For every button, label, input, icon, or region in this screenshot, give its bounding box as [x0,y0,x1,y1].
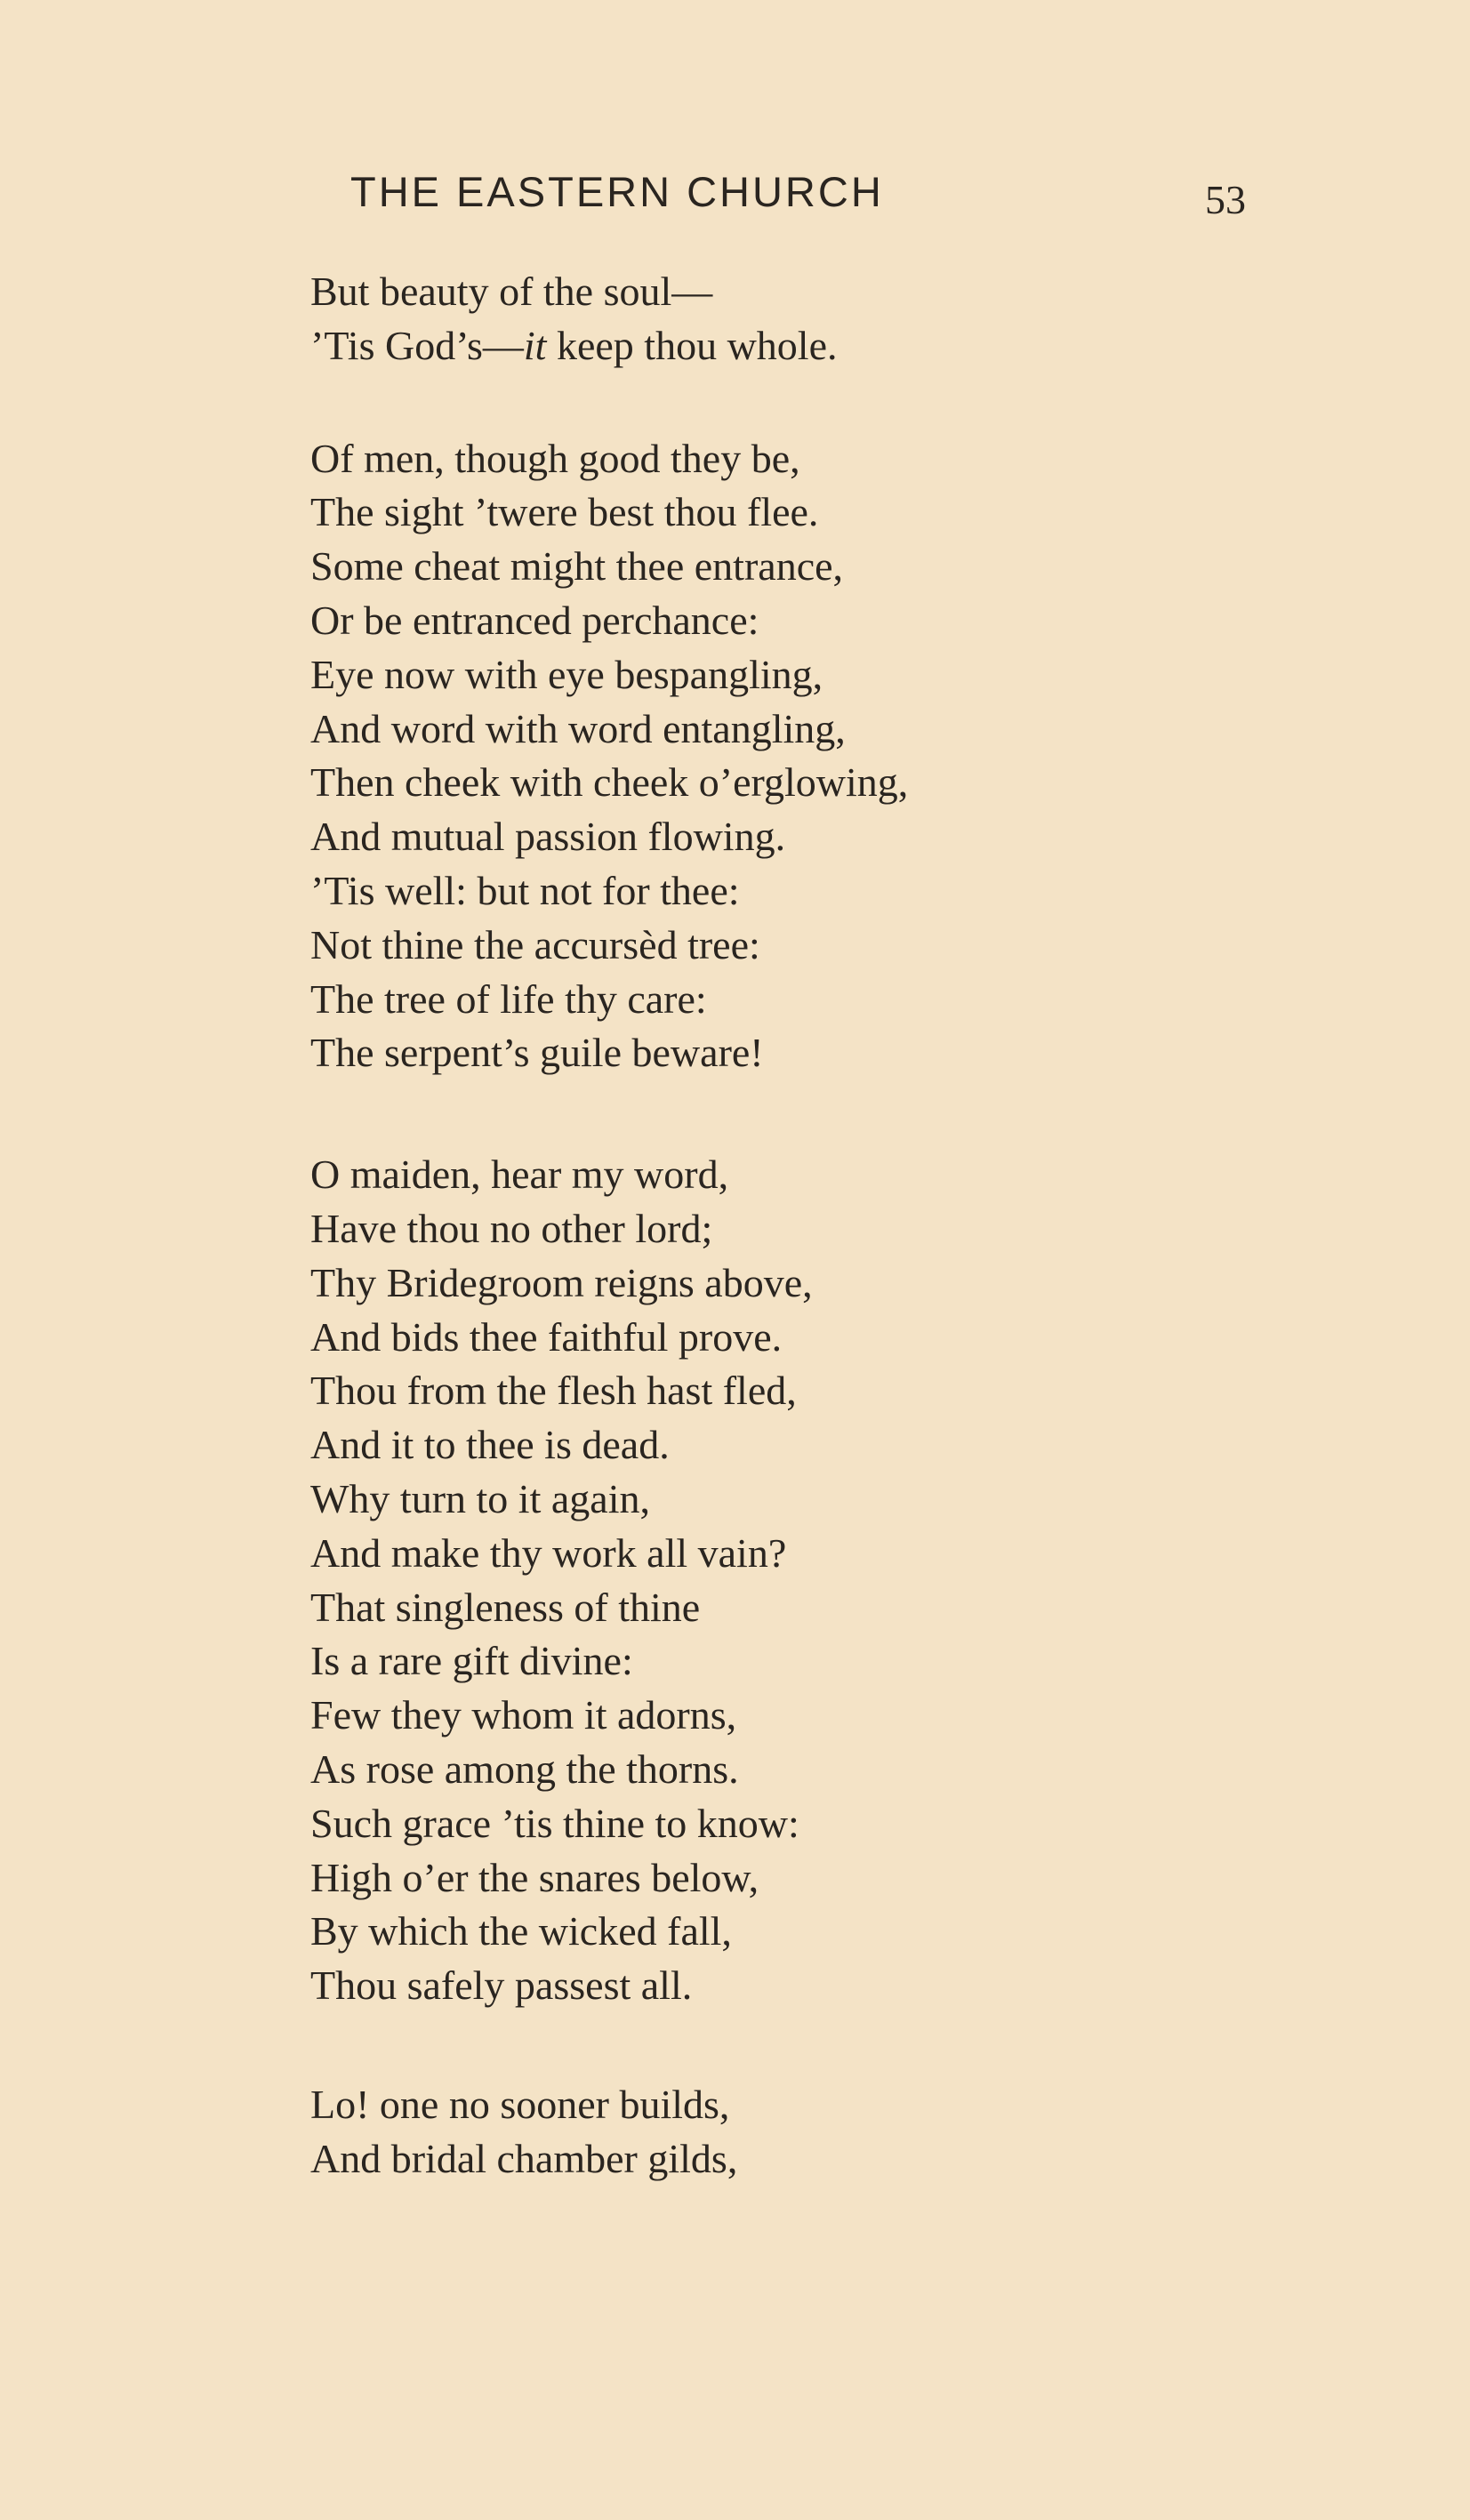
poem-line: Have thou no other lord; [310,1205,713,1251]
poem-line: Thou from the flesh hast fled, [310,1368,797,1414]
stanza [310,1148,1200,2013]
poem-text [310,265,1200,2251]
poem-line: High o’er the snares below, [310,1854,759,1900]
poem-line: The tree of life thy care: [310,975,707,1022]
poem-line: Thy Bridegroom reigns above, [310,1259,813,1305]
poem-line: And bridal chamber gilds, [310,2135,738,2181]
poem-line: Not thine the accursèd tree: [310,921,760,967]
stanza [310,432,1200,1081]
poem-line: That singleness of thine [310,1584,701,1630]
poem-line [310,319,1200,373]
poem-line: ’Tis well: but not for thee: [310,867,740,913]
poem-line: Or be entranced perchance: [310,597,759,643]
poem-line: And make thy work all vain? [310,1529,787,1576]
poem-line: Eye now with eye bespangling, [310,651,823,697]
poem-line: O maiden, hear my word, [310,1152,729,1198]
stanza [310,2078,1200,2187]
poem-line: The sight ’twere best thou flee. [310,489,819,535]
poem-line: And mutual passion flowing. [310,814,786,860]
poem-line: Lo! one no sooner builds, [310,2081,730,2127]
poem-line: Then cheek with cheek o’erglowing, [310,759,909,806]
stanza [310,265,1200,373]
poem-line: And it to thee is dead. [310,1422,670,1468]
poem-line: Is a rare gift divine: [310,1638,633,1684]
poem-line: Such grace ’tis thine to know: [310,1800,799,1846]
poem-line: Of men, though good they be, [310,435,800,481]
running-head: THE EASTERN CHURCH [350,168,884,215]
italic-word: it [523,322,547,368]
poem-line: Thou safely passest all. [310,1962,693,2009]
poem-line-part: ’Tis God’s— [310,322,524,368]
poem-line: Some cheat might thee entrance, [310,543,844,590]
poem-line: Why turn to it again, [310,1475,650,1521]
poem-line-part: keep thou whole. [546,322,838,368]
poem-line: But beauty of the soul— [310,269,713,314]
poem-line: By which the wicked fall, [310,1908,732,1954]
page-number: 53 [1205,177,1246,222]
poem-line: The serpent’s guile beware! [310,1030,764,1076]
poem-line: And bids thee faithful prove. [310,1313,783,1360]
poem-line: As rose among the thorns. [310,1746,739,1792]
page-header [347,167,1245,229]
poem-line: And word with word entangling, [310,705,846,751]
poem-line: Few they whom it adorns, [310,1692,737,1738]
